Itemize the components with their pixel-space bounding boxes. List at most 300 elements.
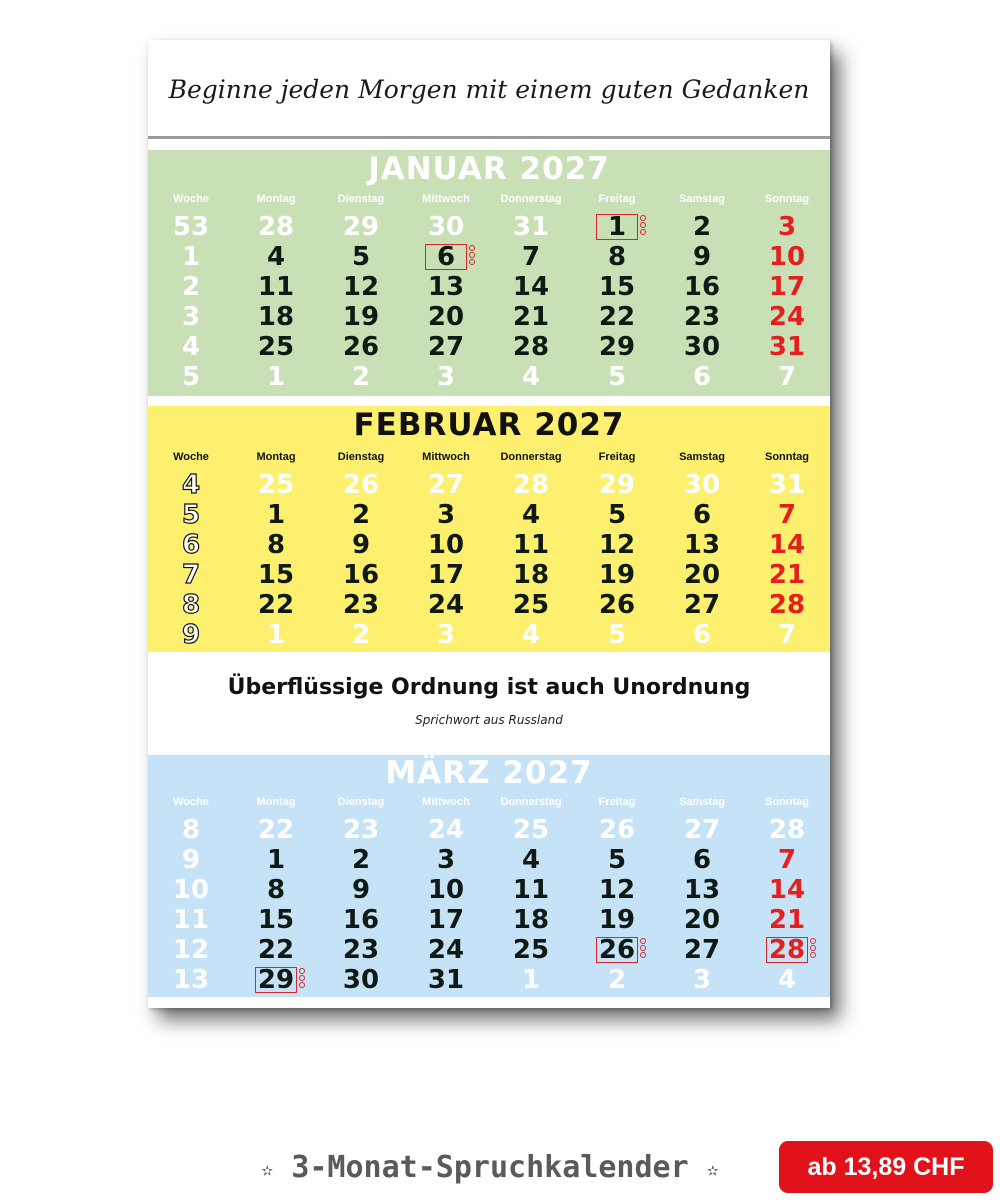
day-number: 31 <box>427 965 465 995</box>
day-cell-friday <box>587 332 647 362</box>
week-row <box>148 935 830 965</box>
day-cell-monday <box>246 212 306 242</box>
day-number: 19 <box>598 905 636 935</box>
week-row <box>148 362 830 392</box>
day-number: 7 <box>777 362 797 392</box>
day-cell-tuesday <box>331 935 391 965</box>
day-number: 30 <box>427 212 465 242</box>
day-number: 18 <box>257 302 295 332</box>
day-number: 2 <box>692 212 712 242</box>
holiday-marker-box <box>425 244 467 270</box>
week-number: 1 <box>181 242 201 272</box>
day-cell-wednesday <box>416 845 476 875</box>
day-number: 10 <box>427 530 465 560</box>
day-number: 31 <box>768 332 806 362</box>
weekday-header: Sonntag <box>765 193 809 205</box>
week-row <box>148 500 830 530</box>
week-row <box>148 272 830 302</box>
day-cell-sunday <box>757 875 817 905</box>
holiday-region-icons <box>299 968 306 989</box>
product-title-text: 3-Monat-Spruchkalender <box>291 1150 689 1185</box>
day-number: 12 <box>598 530 636 560</box>
star-icon: ✫ <box>706 1156 719 1181</box>
weekday-header: Montag <box>256 451 296 463</box>
month-march <box>148 755 830 997</box>
week-number: 6 <box>181 530 201 560</box>
week-number: 3 <box>181 302 201 332</box>
quote-text: Überflüssige Ordnung ist auch Unordnung <box>227 675 751 700</box>
weekday-header: Donnerstag <box>500 796 562 808</box>
day-number: 28 <box>257 212 295 242</box>
day-number: 7 <box>777 620 797 650</box>
week-number: 9 <box>181 620 201 650</box>
day-number: 30 <box>342 965 380 995</box>
day-cell-saturday <box>672 362 732 392</box>
week-number: 7 <box>181 560 201 590</box>
weekday-header: Sonntag <box>765 451 809 463</box>
day-cell-friday <box>587 965 647 995</box>
day-number: 15 <box>257 560 295 590</box>
price-badge[interactable]: ab 13,89 CHF <box>779 1141 993 1193</box>
calendar-sheet <box>148 40 830 1008</box>
weekday-header: Dienstag <box>337 796 385 808</box>
day-number: 5 <box>607 845 627 875</box>
day-cell-friday <box>587 935 647 965</box>
day-number: 21 <box>768 560 806 590</box>
holiday-marker-box <box>766 937 808 963</box>
day-number: 26 <box>342 332 380 362</box>
day-cell-sunday <box>757 905 817 935</box>
day-number: 13 <box>683 530 721 560</box>
day-cell-wednesday <box>416 590 476 620</box>
day-cell-sunday <box>757 272 817 302</box>
day-cell-thursday <box>501 362 561 392</box>
weekday-header: Freitag <box>598 193 636 205</box>
day-cell-monday <box>246 965 306 995</box>
day-cell-friday <box>587 620 647 650</box>
weekday-header-row <box>148 192 830 206</box>
weekday-header: Sonntag <box>765 796 809 808</box>
day-cell-friday <box>587 470 647 500</box>
day-number: 20 <box>683 905 721 935</box>
day-number: 2 <box>351 500 371 530</box>
day-number: 12 <box>342 272 380 302</box>
week-row <box>148 815 830 845</box>
weekday-header: Samstag <box>679 451 725 463</box>
week-number: 5 <box>181 362 201 392</box>
day-number: 13 <box>427 272 465 302</box>
day-number: 5 <box>607 620 627 650</box>
day-number: 21 <box>768 905 806 935</box>
holiday-region-icons <box>469 245 476 266</box>
day-number: 27 <box>683 590 721 620</box>
week-row <box>148 590 830 620</box>
day-number: 16 <box>342 560 380 590</box>
day-number: 4 <box>266 242 286 272</box>
day-cell-saturday <box>672 212 732 242</box>
day-cell-friday <box>587 560 647 590</box>
week-number: 13 <box>172 965 210 995</box>
day-number: 24 <box>427 590 465 620</box>
day-cell-friday <box>587 272 647 302</box>
day-number: 9 <box>351 530 371 560</box>
day-number: 28 <box>768 935 806 965</box>
weekday-header: Mittwoch <box>422 796 470 808</box>
region-circle-icon <box>640 952 646 958</box>
day-number: 1 <box>521 965 541 995</box>
day-cell-tuesday <box>331 560 391 590</box>
day-cell-sunday <box>757 470 817 500</box>
day-number: 23 <box>683 302 721 332</box>
region-circle-icon <box>640 222 646 228</box>
weekday-header: Samstag <box>679 796 725 808</box>
day-number: 8 <box>607 242 627 272</box>
day-cell-thursday <box>501 560 561 590</box>
day-cell-sunday <box>757 212 817 242</box>
day-cell-wednesday <box>416 965 476 995</box>
motto-divider <box>148 136 830 139</box>
day-number: 26 <box>598 590 636 620</box>
day-cell-wednesday <box>416 470 476 500</box>
month-title: FEBRUAR 2027 <box>353 407 625 443</box>
day-number: 17 <box>427 905 465 935</box>
day-cell-saturday <box>672 965 732 995</box>
day-number: 28 <box>768 815 806 845</box>
day-number: 5 <box>607 500 627 530</box>
weekday-header: Mittwoch <box>422 451 470 463</box>
day-cell-saturday <box>672 845 732 875</box>
day-number: 10 <box>768 242 806 272</box>
day-cell-sunday <box>757 815 817 845</box>
day-number: 11 <box>512 875 550 905</box>
day-cell-monday <box>246 815 306 845</box>
day-cell-wednesday <box>416 362 476 392</box>
holiday-region-icons <box>640 938 647 959</box>
day-cell-thursday <box>501 272 561 302</box>
week-row <box>148 965 830 995</box>
day-cell-thursday <box>501 965 561 995</box>
day-cell-wednesday <box>416 560 476 590</box>
day-cell-wednesday <box>416 530 476 560</box>
day-cell-tuesday <box>331 905 391 935</box>
day-number: 19 <box>598 560 636 590</box>
day-number: 1 <box>266 500 286 530</box>
day-number: 20 <box>683 560 721 590</box>
day-number: 4 <box>521 620 541 650</box>
week-row <box>148 302 830 332</box>
day-number: 16 <box>683 272 721 302</box>
day-cell-wednesday <box>416 332 476 362</box>
day-number: 15 <box>598 272 636 302</box>
holiday-marker-box <box>596 214 638 240</box>
region-circle-icon <box>810 945 816 951</box>
day-number: 27 <box>427 470 465 500</box>
day-cell-sunday <box>757 530 817 560</box>
day-number: 22 <box>257 590 295 620</box>
day-number: 6 <box>692 620 712 650</box>
day-cell-sunday <box>757 560 817 590</box>
weekday-header: Dienstag <box>337 193 385 205</box>
day-number: 6 <box>692 500 712 530</box>
day-cell-monday <box>246 242 306 272</box>
day-number: 27 <box>683 935 721 965</box>
day-cell-monday <box>246 500 306 530</box>
day-cell-monday <box>246 272 306 302</box>
week-number-header: Woche <box>173 193 209 205</box>
day-cell-saturday <box>672 470 732 500</box>
day-cell-sunday <box>757 965 817 995</box>
day-number: 9 <box>351 875 371 905</box>
week-number: 8 <box>181 815 201 845</box>
day-cell-wednesday <box>416 815 476 845</box>
day-number: 25 <box>512 590 550 620</box>
day-cell-monday <box>246 362 306 392</box>
weekday-header: Mittwoch <box>422 193 470 205</box>
holiday-marker-box <box>255 967 297 993</box>
day-cell-thursday <box>501 212 561 242</box>
day-number: 25 <box>512 935 550 965</box>
day-number: 30 <box>683 332 721 362</box>
day-number: 2 <box>607 965 627 995</box>
week-row <box>148 875 830 905</box>
day-cell-sunday <box>757 302 817 332</box>
day-number: 4 <box>521 500 541 530</box>
day-cell-sunday <box>757 845 817 875</box>
week-number: 9 <box>181 845 201 875</box>
day-number: 26 <box>342 470 380 500</box>
day-cell-monday <box>246 302 306 332</box>
day-cell-saturday <box>672 620 732 650</box>
day-cell-thursday <box>501 905 561 935</box>
day-cell-monday <box>246 470 306 500</box>
day-cell-tuesday <box>331 590 391 620</box>
day-cell-saturday <box>672 935 732 965</box>
day-cell-friday <box>587 905 647 935</box>
region-circle-icon <box>299 982 305 988</box>
day-number: 22 <box>598 302 636 332</box>
day-cell-thursday <box>501 500 561 530</box>
day-number: 3 <box>436 620 456 650</box>
day-cell-friday <box>587 815 647 845</box>
region-circle-icon <box>469 245 475 251</box>
week-row <box>148 530 830 560</box>
day-number: 26 <box>598 935 636 965</box>
day-number: 17 <box>768 272 806 302</box>
region-circle-icon <box>640 938 646 944</box>
day-cell-saturday <box>672 560 732 590</box>
day-cell-friday <box>587 212 647 242</box>
day-cell-friday <box>587 500 647 530</box>
day-cell-monday <box>246 620 306 650</box>
day-cell-thursday <box>501 845 561 875</box>
day-number: 7 <box>521 242 541 272</box>
day-number: 7 <box>777 500 797 530</box>
day-cell-thursday <box>501 302 561 332</box>
region-circle-icon <box>299 975 305 981</box>
day-cell-tuesday <box>331 272 391 302</box>
day-cell-thursday <box>501 935 561 965</box>
day-cell-friday <box>587 302 647 332</box>
week-number: 4 <box>181 470 201 500</box>
day-number: 5 <box>351 242 371 272</box>
day-cell-saturday <box>672 875 732 905</box>
day-number: 2 <box>351 845 371 875</box>
day-cell-monday <box>246 590 306 620</box>
day-number: 3 <box>436 500 456 530</box>
day-cell-thursday <box>501 590 561 620</box>
day-cell-saturday <box>672 272 732 302</box>
day-cell-tuesday <box>331 845 391 875</box>
day-number: 7 <box>777 845 797 875</box>
day-number: 14 <box>768 530 806 560</box>
day-cell-thursday <box>501 875 561 905</box>
region-circle-icon <box>640 945 646 951</box>
day-number: 1 <box>266 362 286 392</box>
day-cell-saturday <box>672 530 732 560</box>
day-cell-sunday <box>757 362 817 392</box>
weekday-header-row <box>148 450 830 464</box>
day-cell-wednesday <box>416 875 476 905</box>
day-cell-sunday <box>757 935 817 965</box>
weekday-header: Montag <box>256 796 296 808</box>
day-number: 2 <box>351 620 371 650</box>
day-cell-tuesday <box>331 620 391 650</box>
day-number: 29 <box>598 332 636 362</box>
weekday-header: Samstag <box>679 193 725 205</box>
week-row <box>148 332 830 362</box>
day-cell-thursday <box>501 470 561 500</box>
day-cell-friday <box>587 590 647 620</box>
day-number: 24 <box>768 302 806 332</box>
day-number: 17 <box>427 560 465 590</box>
day-cell-tuesday <box>331 242 391 272</box>
day-number: 23 <box>342 815 380 845</box>
quote-block <box>148 653 830 755</box>
day-cell-thursday <box>501 332 561 362</box>
weekday-header: Freitag <box>598 451 636 463</box>
day-number: 2 <box>351 362 371 392</box>
week-row <box>148 212 830 242</box>
day-cell-monday <box>246 905 306 935</box>
week-number: 53 <box>172 212 210 242</box>
day-cell-thursday <box>501 242 561 272</box>
day-number: 5 <box>607 362 627 392</box>
day-cell-tuesday <box>331 875 391 905</box>
motto-text: Beginne jeden Morgen mit einem guten Gedanken <box>168 74 810 104</box>
day-number: 11 <box>512 530 550 560</box>
day-number: 18 <box>512 905 550 935</box>
day-number: 13 <box>683 875 721 905</box>
month-january <box>148 150 830 396</box>
day-cell-friday <box>587 875 647 905</box>
quote-source: Sprichwort aus Russland <box>415 713 563 727</box>
product-title <box>240 1146 740 1190</box>
day-cell-wednesday <box>416 302 476 332</box>
region-circle-icon <box>469 259 475 265</box>
day-cell-tuesday <box>331 212 391 242</box>
weekday-header: Donnerstag <box>500 451 562 463</box>
day-number: 4 <box>521 362 541 392</box>
day-cell-monday <box>246 332 306 362</box>
month-february <box>148 406 830 652</box>
day-number: 22 <box>257 815 295 845</box>
region-circle-icon <box>299 968 305 974</box>
day-number: 8 <box>266 875 286 905</box>
day-number: 3 <box>692 965 712 995</box>
day-cell-monday <box>246 560 306 590</box>
day-cell-thursday <box>501 620 561 650</box>
day-cell-sunday <box>757 590 817 620</box>
day-cell-saturday <box>672 905 732 935</box>
day-number: 20 <box>427 302 465 332</box>
day-number: 18 <box>512 560 550 590</box>
day-number: 19 <box>342 302 380 332</box>
day-cell-tuesday <box>331 500 391 530</box>
day-cell-friday <box>587 845 647 875</box>
region-circle-icon <box>810 952 816 958</box>
region-circle-icon <box>640 215 646 221</box>
day-number: 21 <box>512 302 550 332</box>
day-cell-saturday <box>672 332 732 362</box>
day-number: 23 <box>342 590 380 620</box>
day-number: 1 <box>266 620 286 650</box>
week-row <box>148 242 830 272</box>
week-number: 5 <box>181 500 201 530</box>
day-number: 12 <box>598 875 636 905</box>
day-number: 16 <box>342 905 380 935</box>
day-cell-wednesday <box>416 500 476 530</box>
day-cell-saturday <box>672 815 732 845</box>
day-number: 3 <box>436 362 456 392</box>
day-number: 26 <box>598 815 636 845</box>
week-row <box>148 845 830 875</box>
day-number: 9 <box>692 242 712 272</box>
day-number: 30 <box>683 470 721 500</box>
day-number: 28 <box>512 332 550 362</box>
weekday-header-row <box>148 795 830 809</box>
day-cell-thursday <box>501 530 561 560</box>
day-cell-sunday <box>757 500 817 530</box>
day-number: 29 <box>598 470 636 500</box>
day-number: 27 <box>683 815 721 845</box>
holiday-region-icons <box>640 215 647 236</box>
day-number: 15 <box>257 905 295 935</box>
day-cell-tuesday <box>331 470 391 500</box>
day-cell-saturday <box>672 242 732 272</box>
day-number: 11 <box>257 272 295 302</box>
day-number: 31 <box>512 212 550 242</box>
day-number: 25 <box>257 470 295 500</box>
day-number: 10 <box>427 875 465 905</box>
holiday-marker-box <box>596 937 638 963</box>
day-number: 14 <box>768 875 806 905</box>
weekday-header: Dienstag <box>337 451 385 463</box>
week-number-header: Woche <box>173 796 209 808</box>
day-cell-friday <box>587 530 647 560</box>
day-cell-friday <box>587 362 647 392</box>
day-number: 6 <box>692 362 712 392</box>
day-number: 24 <box>427 815 465 845</box>
day-number: 6 <box>692 845 712 875</box>
day-number: 14 <box>512 272 550 302</box>
day-number: 29 <box>342 212 380 242</box>
day-cell-wednesday <box>416 935 476 965</box>
weekday-header: Donnerstag <box>500 193 562 205</box>
week-number: 11 <box>172 905 210 935</box>
day-cell-sunday <box>757 242 817 272</box>
day-number: 23 <box>342 935 380 965</box>
region-circle-icon <box>640 229 646 235</box>
